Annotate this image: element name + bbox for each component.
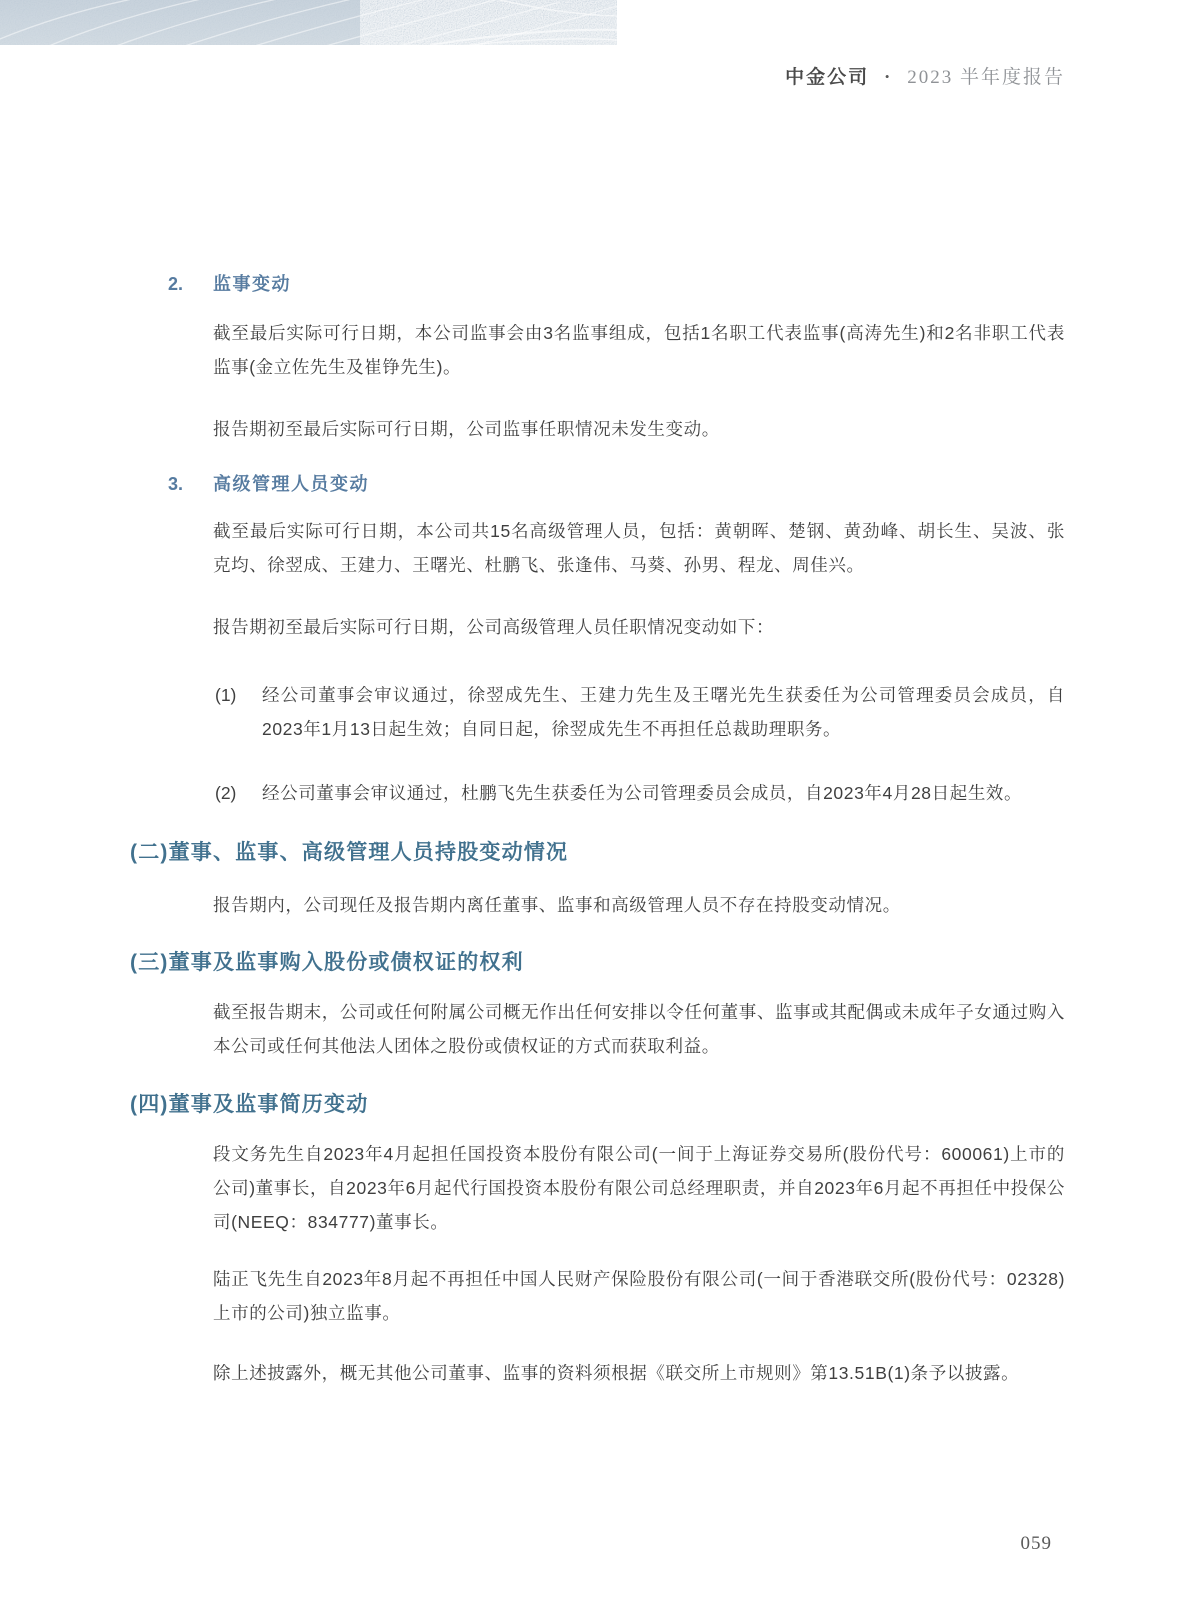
subsection-heading-supervisors-change [168, 272, 1065, 296]
report-title: 2023 半年度报告 [907, 67, 1065, 88]
page-content [130, 272, 1065, 1390]
paragraph: 报告期初至最后实际可行日期，公司监事任职情况未发生变动。 [213, 419, 720, 439]
section-number: (二) [130, 841, 169, 864]
paragraph: 除上述披露外，概无其他公司董事、监事的资料须根据《联交所上市规则》第13.51B(1)条予以披露。 [213, 1363, 1020, 1383]
subsection-title: 高级管理人员变动 [213, 474, 369, 494]
paragraph: 报告期初至最后实际可行日期，公司高级管理人员任职情况变动如下： [213, 617, 775, 637]
paragraph: 段文务先生自2023年4月起担任国投资本股份有限公司(一间于上海证券交易所(股份代号：600061)上市的公司)董事长，自2023年6月起代行国投资本股份有限公司总经理职责，并自2023年6月起不再担任中投保公司(NEEQ：834777)董事长。 [213, 1144, 1065, 1232]
paragraph: 截至最后实际可行日期，本公司监事会由3名监事组成，包括1名职工代表监事(高涛先生)和2名非职工代表监事(金立佐先生及崔铮先生)。 [213, 323, 1065, 377]
section-title: 董事、监事、高级管理人员持股变动情况 [168, 841, 569, 864]
section-number: (三) [130, 951, 169, 974]
paragraph: 报告期内，公司现任及报告期内离任董事、监事和高级管理人员不存在持股变动情况。 [213, 895, 901, 915]
separator-dot-icon: • [884, 69, 892, 84]
paragraph: 陆正飞先生自2023年8月起不再担任中国人民财产保险股份有限公司(一间于香港联交所(股份代号：02328)上市的公司)独立监事。 [213, 1269, 1065, 1323]
section-heading-resume-change [130, 1090, 1065, 1120]
brand-name: 中金公司 [785, 67, 870, 88]
item-text: 经公司董事会审议通过，徐翌成先生、王建力先生及王曙光先生获委任为公司管理委员会成员，自2023年1月13日起生效；自同日起，徐翌成先生不再担任总裁助理职务。 [262, 685, 1065, 739]
item-number: (2) [215, 783, 237, 803]
item-number: (1) [215, 685, 237, 705]
subsection-number: 3. [168, 474, 184, 494]
list-item [215, 776, 1065, 810]
item-text: 经公司董事会审议通过，杜鹏飞先生获委任为公司管理委员会成员，自2023年4月28日起生效。 [262, 783, 1023, 803]
list-item [215, 678, 1065, 746]
header-banner-graphic [0, 0, 617, 45]
paragraph: 截至最后实际可行日期，本公司共15名高级管理人员，包括：黄朝晖、楚钢、黄劲峰、胡长生、吴波、张克均、徐翌成、王建力、王曙光、杜鹏飞、张逢伟、马葵、孙男、程龙、周佳兴。 [213, 521, 1065, 575]
running-header [785, 62, 1065, 89]
page-number: 059 [1020, 1533, 1052, 1554]
subsection-heading-senior-management-change [168, 472, 1065, 496]
section-number: (四) [130, 1093, 169, 1116]
subsection-title: 监事变动 [213, 274, 291, 294]
section-title: 董事及监事简历变动 [168, 1093, 369, 1116]
paragraph: 截至报告期末，公司或任何附属公司概无作出任何安排以令任何董事、监事或其配偶或未成年子女通过购入本公司或任何其他法人团体之股份或债权证的方式而获取利益。 [213, 1002, 1065, 1056]
section-heading-shareholding-change [130, 838, 1065, 868]
section-title: 董事及监事购入股份或债权证的权利 [168, 951, 524, 974]
section-heading-rights-to-purchase [130, 948, 1065, 978]
subsection-number: 2. [168, 274, 184, 294]
